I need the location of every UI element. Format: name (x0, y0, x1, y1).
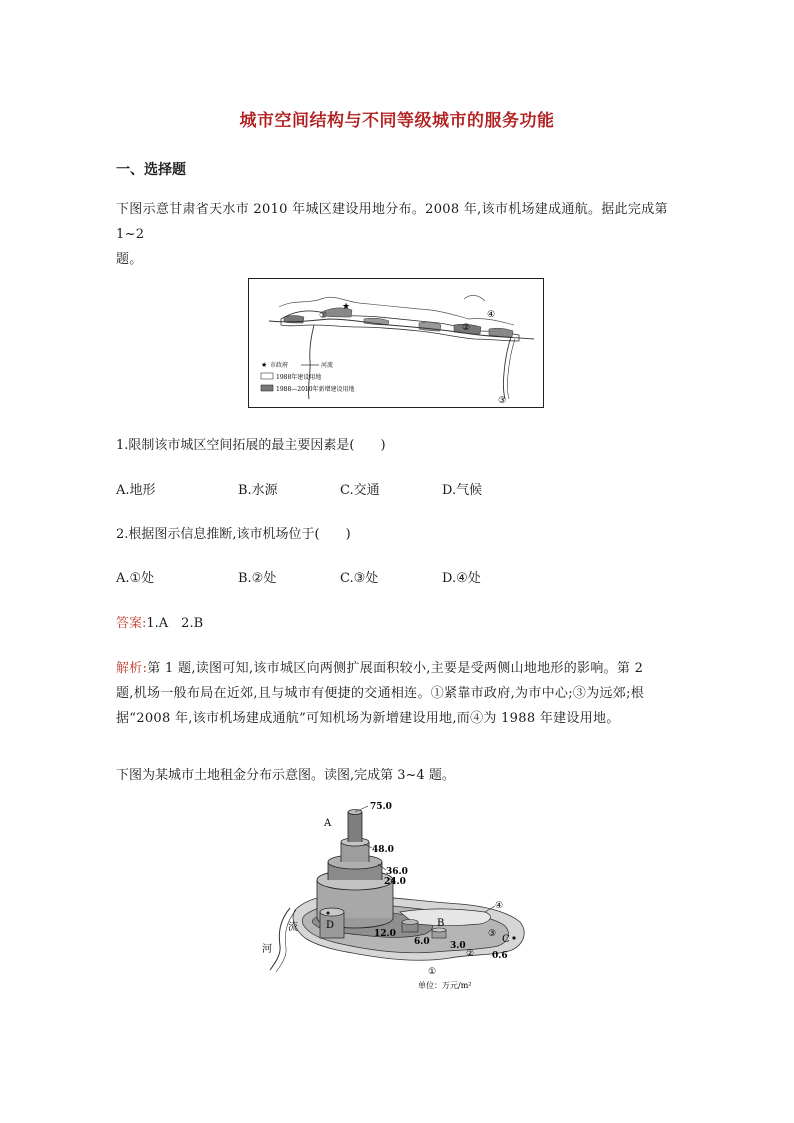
rent-label-3: ③ (488, 929, 497, 939)
q1-option-d: D.气候 (442, 483, 483, 498)
q2-option-b: B.②处 (238, 571, 277, 586)
value-0-6: 0.6 (492, 951, 508, 961)
letter-d: D (326, 920, 335, 931)
analysis-paragraph (116, 656, 696, 731)
cylinder-6-top (402, 920, 418, 925)
value-12: 12.0 (374, 929, 396, 939)
intro-paragraph-1 (116, 197, 686, 272)
value-24: 24.0 (384, 877, 406, 887)
legend-new-swatch (261, 385, 273, 391)
analysis-line-3: 据“2008 年,该市机场建成通航”可知机场为新增建设用地,而④为 1988 年建设用地。 (116, 711, 620, 726)
new-built-up-patch (489, 328, 513, 337)
point-c-dot (512, 936, 515, 939)
point-d-dot (327, 912, 330, 915)
value-6: 6.0 (414, 937, 430, 947)
rent-label-4: ④ (495, 901, 504, 911)
map-label-4: ④ (487, 310, 496, 320)
river-label-1: 流 (288, 922, 298, 933)
tributary-east-bank (507, 339, 515, 399)
analysis-line-2: 题,机场一般布局在近郊,且与城市有便捷的交通相连。①紧靠市政府,为市中心;③为远郊;根 (116, 686, 645, 701)
rent-label-1: ① (428, 967, 437, 977)
answer-text: 1.A 2.B (146, 616, 204, 631)
land-rent-svg (250, 800, 550, 1000)
cylinder-d-top (320, 908, 344, 916)
analysis-label: 解析: (116, 661, 148, 676)
unit-label: 单位：万元/m² (418, 981, 472, 990)
map-label-1: ① (319, 311, 328, 321)
government-star-icon: ★ (342, 302, 351, 312)
map-label-2: ② (462, 323, 471, 333)
analysis-line-1 (116, 656, 696, 681)
q1-option-a: A.地形 (116, 483, 156, 498)
intro-paragraph-2: 下图为某城市土地租金分布示意图。读图,完成第 3~4 题。 (116, 768, 455, 783)
value-36: 36.0 (386, 867, 408, 877)
q1-option-b: B.水源 (238, 483, 278, 498)
question-1: 1.限制该市城区空间拓展的最主要因素是( ) (116, 438, 386, 453)
river-line (270, 908, 290, 970)
intro-1-line-1: 下图示意甘肃省天水市 2010 年城区建设用地分布。2008 年,该市机场建成通航。据此完成第 1~2 (116, 202, 668, 242)
map-label-3: ③ (498, 396, 507, 406)
legend-1988-swatch (261, 373, 273, 379)
map-svg (249, 279, 543, 407)
letter-a: A (324, 818, 332, 829)
land-rent-figure (250, 800, 550, 1000)
section-heading: 一、选择题 (116, 162, 186, 178)
question-2: 2.根据图示信息推断,该市机场位于( ) (116, 527, 351, 542)
value-3: 3.0 (450, 941, 466, 951)
cylinder-75-body (348, 812, 362, 842)
q2-option-a: A.①处 (116, 571, 155, 586)
intro-1-line-2: 题。 (116, 252, 143, 267)
analysis-line-1-text: 第 1 题,读图可知,该市城区向两侧扩展面积较小,主要是受两侧山地地形的影响。第 2 (147, 661, 644, 676)
tributary-east (503, 337, 511, 399)
terrain-line (464, 295, 485, 301)
letter-b: B (437, 918, 445, 929)
page-title: 城市空间结构与不同等级城市的服务功能 (239, 111, 555, 131)
q2-option-c: C.③处 (340, 571, 379, 586)
rent-label-2: ② (466, 949, 475, 959)
tianshui-land-use-map (248, 278, 544, 408)
legend-gov: 市政府 (270, 362, 289, 369)
answer-line (116, 614, 203, 634)
legend-new: 1988—2010年新增建设用地 (276, 386, 355, 393)
legend-1988: 1988年建设用地 (276, 374, 322, 381)
value-48: 48.0 (372, 845, 394, 855)
q2-option-d: D.④处 (442, 571, 481, 586)
q1-option-c: C.交通 (340, 483, 380, 498)
legend-star-icon: ★ (261, 361, 268, 369)
value-75: 75.0 (370, 802, 392, 812)
letter-c: C (502, 934, 510, 945)
answer-label: 答案: (116, 616, 147, 631)
legend-river: 河流 (321, 362, 334, 369)
river-label-2: 河 (262, 944, 272, 955)
